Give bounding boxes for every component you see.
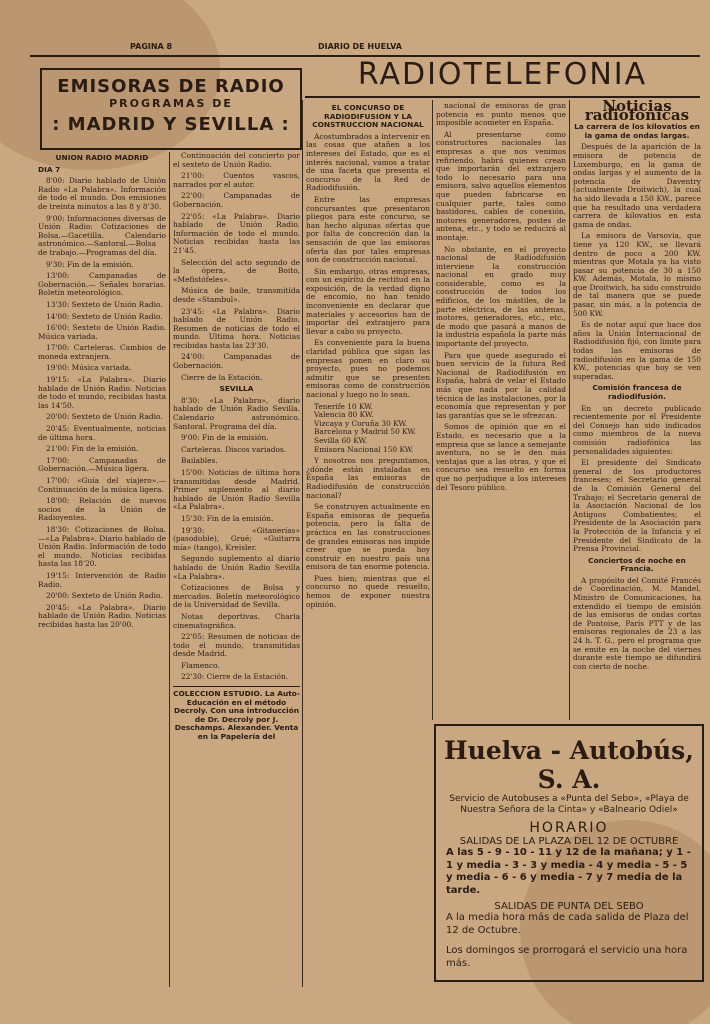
news-paragraph: La emisora de Varsovia, que tiene ya 120 KW., se llevará dentro de poco a 200 KW. mientras que Motala ya ha visto pasar su potencia de 30 a 150 KW. Además, Motala, lo mismo que Droitwich, ha sido construido de tal manera que se puede pasar, sin más, a la potencia de 500 KW. (573, 231, 701, 318)
article-paragraph: Se construyen actualmente en España emisoras de pequeña potencia, pero la falta de práctica en las construcciones de grandes emisoras nos impide creer que se pueda hoy construir en nuestro país una emisora de tan enorme potencia. (306, 502, 430, 572)
program-entry: 24'00: Campanadas de Gobernación. (173, 352, 300, 371)
program-entry: 19'15: «La Palabra». Diario hablado de Unión Radio. Noticias de todo el mundo, recibidas hasta las 14'50. (38, 375, 166, 410)
program-entry: 22'05: Resumen de noticias de todo el mundo, transmitidas desde Madrid. (173, 632, 300, 659)
program-entry: 22'30: Cierre de la Estación. (181, 672, 289, 682)
article-paragraph: Y nosotros nos preguntamos, ¿dónde están instaladas en España las emisoras de Radiodifusión de construcción nacional? (306, 456, 430, 500)
column-sevilla (173, 152, 300, 987)
news-paragraph: El presidente del Sindicato general de los productores franceses; el Secretario general de la Comisión General del Trabajo; el Secretario general de la Asociación Nacional de los Antiguos Combatientes; el Presidente de la Asociación para la Protección de la Infancia y el Presidente del Sindicato de la Prensa Provincial. (573, 458, 701, 554)
program-entry: 17'00: Carteleras. Cambios de moneda extranjera. (38, 343, 166, 361)
news-subheading: La carrera de los kilovatios en la gama de ondas largas. (574, 122, 700, 140)
program-entry: Cotizaciones de Bolsa y mercados. Boletín meteorológico de la Universidad de Sevilla. (173, 583, 300, 610)
article-paragraph: Vizcaya y Coruña 30 KW. (314, 418, 408, 428)
ad-departures-plaza: SALIDAS DE LA PLAZA DEL 12 DE OCTUBRE (459, 836, 679, 847)
ad-horario: HORARIO (529, 820, 609, 836)
news-subheading: Comisión francesa de radiodifusión. (592, 383, 682, 401)
column-rule (169, 152, 170, 987)
program-entry: 20'45: Eventualmente, noticias de última hora. (38, 424, 166, 442)
program-entry: 22'00: Campanadas de Gobernación. (173, 191, 300, 209)
program-entry: 22'05: «La Palabra». Diario hablado de Unión Radio. Información de todo el mundo. Noticias recibidas hasta las 21'45. (173, 211, 300, 255)
box-line-3: : MADRID Y SEVILLA : (52, 114, 290, 135)
article-paragraph: Somos de opinión que en el Estado, es necesario que a la empresa que se lance a semejante aventura, no se le den más ventajas que a las otras, y que el concurso sea resuelto en forma que no perjudique a los intereses del Tesoro público. (436, 422, 566, 492)
article-paragraph: Acostumbrados a intervenir en las cosas que atañen a los intereses del Estado, que es el interés nacional, vamos a tratar de una faceta que presenta el concurso de la Red de Radiodifusión. (306, 131, 430, 193)
program-entry: 20'00: Sexteto de Unión Radio. (46, 591, 163, 601)
article-paragraph: Para que quede asegurado el buen servicio de la futura Red Nacional de Radiodifusión en España, habrá de velar el Estado más que nada por la calidad técnica de las instalaciones, por la economía que representan y por las garantías que se le ofrezcan. (436, 350, 566, 420)
collection-notice: COLECCION ESTUDIO. La Auto-Educación en el método Decroly. Con una introducción de Dr. Decroly por J. Deschamps. Alexander. Venta en la Papelería del (173, 686, 300, 742)
page-title: RADIOTELEFONIA (357, 57, 648, 92)
title-rule (305, 96, 700, 98)
program-entry: 9'00: Informaciones diversas de Unión Radio: Cotizaciones de Bolsa.—Gacetilla. Calendario astronómico.—Santoral.—Bolsa de trabajo.—Programas del día. (38, 213, 166, 257)
program-entry: 13'30: Sexteto de Unión Radio. (46, 299, 163, 309)
column-article-1 (306, 102, 430, 987)
program-entry: 8'30: «La Palabra», diario hablado de Unión Radio Sevilla. Calendario astronómico. Santoral. Programa del día. (173, 395, 300, 431)
ad-times-sebo: A la media hora más de cada salida de Plaza del 12 de Octubre. (446, 912, 689, 936)
news-paragraph: Es de notar aquí que hace dos años la Unión Internacional de Radiodifusión fijó, con límite para todas las emisoras de radiodifusión en la gama de 150 KW., potencias que hoy se ven superadas. (573, 320, 701, 381)
program-entry: 16'00: Sexteto de Unión Radio. Música variada. (38, 323, 166, 341)
news-title: Noticias radiofónicas (584, 100, 690, 124)
newspaper-name: DIARIO DE HUELVA (318, 42, 402, 51)
ad-title: Huelva - Autobús, S. A. (444, 736, 694, 794)
box-line-1: EMISORAS DE RADIO (57, 76, 285, 97)
column-article-2 (436, 102, 566, 717)
article-paragraph: Tenerife 10 KW. (314, 401, 373, 411)
article-paragraph: No obstante, en el proyecto nacional de Radiodifusión interviene la construcción nacional en grado muy considerable, como es la construcción de todos los edificios, de los mástiles, de la parte eléctrica, de las antenas, motores, generadores, etc., etc., de modo que pasará a manos de la industria española la parte más importante del proyecto. (436, 244, 566, 349)
program-entry: 17'00: «Guía del viajero».—Continuación de la música ligera. (38, 476, 166, 494)
program-entry: Continuación del concierto por el sexteto de Unión Radio. (173, 152, 300, 169)
program-entry: Carteleras. Discos variados. (181, 444, 287, 454)
article-paragraph: Emisora Nacional 150 KW. (314, 444, 414, 454)
news-paragraph: Después de la aparición de la emisora de potencia de Luxemburgo, en la gama de ondas largas y el aumento de la potencia de Daventry (actualmente Droitwich), la cual ha sido llevada a 150 KW., parece que ha resultado una verdadera carrera de kilovatios en esta gama de ondas. (573, 142, 701, 229)
bus-advertisement (434, 724, 704, 982)
stations-box (40, 68, 302, 150)
program-entry: Selección del acto segundo de la ópera, de Boito, «Mefistófeles». (173, 257, 300, 284)
program-entry: 20'45: «La Palabra». Diario hablado de Unión Radio. Noticias recibidas hasta las 20'00. (38, 602, 166, 629)
program-entry: Música de baile, transmitida desde «Stambul». (173, 286, 300, 304)
program-entry: 8'00: Diario hablado de Unión Radio «La Palabra». Información de todo el mundo. Dos emisiones de treinta minutos a las 8 y 8'30. (38, 176, 166, 211)
ad-service: Servicio de Autobuses a «Punta del Sebo», «Playa de Nuestra Señora de la Cinta» y «Balneario Odiel» (449, 794, 689, 815)
ad-departures-sebo: SALIDAS DE PUNTA DEL SEBO (494, 901, 644, 912)
article-paragraph: Es conveniente para la buena claridad pública que sigan las empresas ponen en claro su proyecto, pues no podemos admitir que se presenten emisoras como de construcción nacional y luego no lo sean. (306, 338, 430, 399)
column-rule (569, 100, 570, 720)
column-news (573, 100, 701, 717)
program-entry: 18'30: Cotizaciones de Bolsa.—«La Palabra». Diario hablado de Unión Radio. Información de todo el mundo. Noticias recibidas hasta las 18'20. (38, 524, 166, 569)
column-madrid (38, 152, 166, 987)
program-entry: 9'00: Fin de la emisión. (181, 433, 269, 443)
news-subheading: Conciertos de noche en Francia. (588, 555, 686, 574)
madrid-heading: UNION RADIO MADRID (55, 153, 149, 162)
program-entry: 13'00: Campanadas de Gobernación.— Señales horarias. Boletín meteorológico. (38, 271, 166, 298)
page-number: PAGINA 8 (130, 42, 173, 51)
article-paragraph: Al presentarse como constructores nacionales las empresas a que nos venimos refiriendo, habrá quienes crean que importarán del extranjero todo lo necesario para una emisora, salvo aquellos elementos que pueden fabricarse en cualquier parte, tales como bastidores, cables de conexión, motores generadores, postes de antena, etc., y todo se reducirá al montaje. (436, 129, 566, 242)
column-rule (302, 100, 303, 987)
article-paragraph: Entre las empresas concursantes que presentaron pliegos para este concurso, se han hecho algunas ofertas que por falta de concreción dan la sensación de que las emisoras oferta das por tales empresas son de construcción nacional. (306, 194, 430, 265)
program-entry: 23'45: «La Palabra». Diario hablado de Unión Radio. Resumen de noticias de todo el mundo. Ultima hora. Noticias recibidas hasta las 23'30. (173, 306, 300, 350)
box-line-2: PROGRAMAS DE (109, 97, 233, 110)
program-entry: 21'00: Fin de la emisión. (46, 444, 139, 454)
program-entry: 19'15: Intervención de Radio Radio. (38, 570, 166, 589)
program-entry: Cierre de la Estación. (181, 372, 263, 382)
page-header (0, 40, 710, 54)
column-rule (432, 100, 433, 720)
article-paragraph: Sin embargo, otras empresas, con un espíritu de rectitud en la exposición, de la verdad digno de encomio, no han tenido inconveniente en declarar que materiales y accesorios han de importar del extranjero para llevar a cabo su proyecto. (306, 266, 430, 336)
program-entry: Notas deportivas. Charla cinematográfica. (173, 611, 300, 630)
program-entry: 19'30: «Gitanerías» (pasodoble), Grué; «Guitarra mía» (tango), Kreisler. (173, 525, 300, 552)
program-entry: Flamenco. (181, 660, 220, 670)
article-paragraph: Sevilla 60 KW. (314, 435, 368, 445)
article-paragraph: Pues bien; mientras que el concurso no quede resuelto, hemos de exponer nuestra opinión. (306, 573, 430, 609)
day-label: DIA 7 (38, 164, 61, 174)
program-entry: 15'30: Fin de la emisión. (181, 513, 274, 523)
program-entry: 15'00: Noticias de última hora transmitidas desde Madrid. Primer suplemento al diario hablado de Unión Radio Sevilla «La Palabra». (173, 468, 300, 512)
news-paragraph: En un decreto publicado recientemente por el Presidente del Consejo han sido indicados como miembros de la nueva comisión radiofónica las personalidades siguientes: (573, 403, 701, 456)
program-entry: 20'00: Sexteto de Unión Radio. (46, 412, 163, 422)
program-entry: 18'00: Relación de nuevos socios de la Unión de Radioyentes. (38, 496, 166, 523)
program-entry: 14'00: Sexteto de Unión Radio. (46, 311, 163, 321)
news-paragraph: A propósito del Comité Francés de Coordinación, M. Mandel, Ministro de Comunicaciones, ha extendido el tiempo de emisión de las emisoras de ondas cortas de Pontoise, París PTT y de las emisoras regionales de 23 a las 24 h. T. G., pero el programa que se emite en la noche del viernes durante este tiempo se difundirá con cierto de noche. (573, 575, 701, 671)
article-paragraph: nacional de emisoras de gran potencia es punto menos que imposible acometer en España. (436, 102, 566, 128)
article-paragraph: Barcelona y Madrid 50 KW. (314, 427, 417, 437)
program-entry: Bailables. (181, 456, 218, 466)
program-entry: Segundo suplemento al diario hablado de Unión Radio Sevilla «La Palabra». (173, 554, 300, 581)
ad-sunday-note: Los domingos se prorrogará el servicio una hora más. (446, 945, 688, 969)
article-paragraph: Valencia 80 KW. (314, 410, 374, 420)
sevilla-heading: SEVILLA (219, 384, 254, 394)
program-entry: 17'00: Campanadas de Gobernación.—Música ligera. (38, 455, 166, 474)
program-entry: 9'30: Fin de la emisión. (46, 259, 134, 269)
article-heading: EL CONCURSO DE RADIODIFUSION Y LA CONSTRUCCION NACIONAL (312, 103, 424, 130)
ad-times-plaza: A las 5 - 9 - 10 - 11 y 12 de la mañana; y 1 - 1 y media - 3 - 3 y media - 4 y media - 5 - 5 y media - 6 - 6 y media - 7 y 7 media de la tarde. (446, 847, 691, 896)
program-entry: 19'00: Música variada. (46, 363, 132, 373)
program-entry: 21'00: Cuentos vascos, narrados por el autor. (173, 171, 300, 189)
